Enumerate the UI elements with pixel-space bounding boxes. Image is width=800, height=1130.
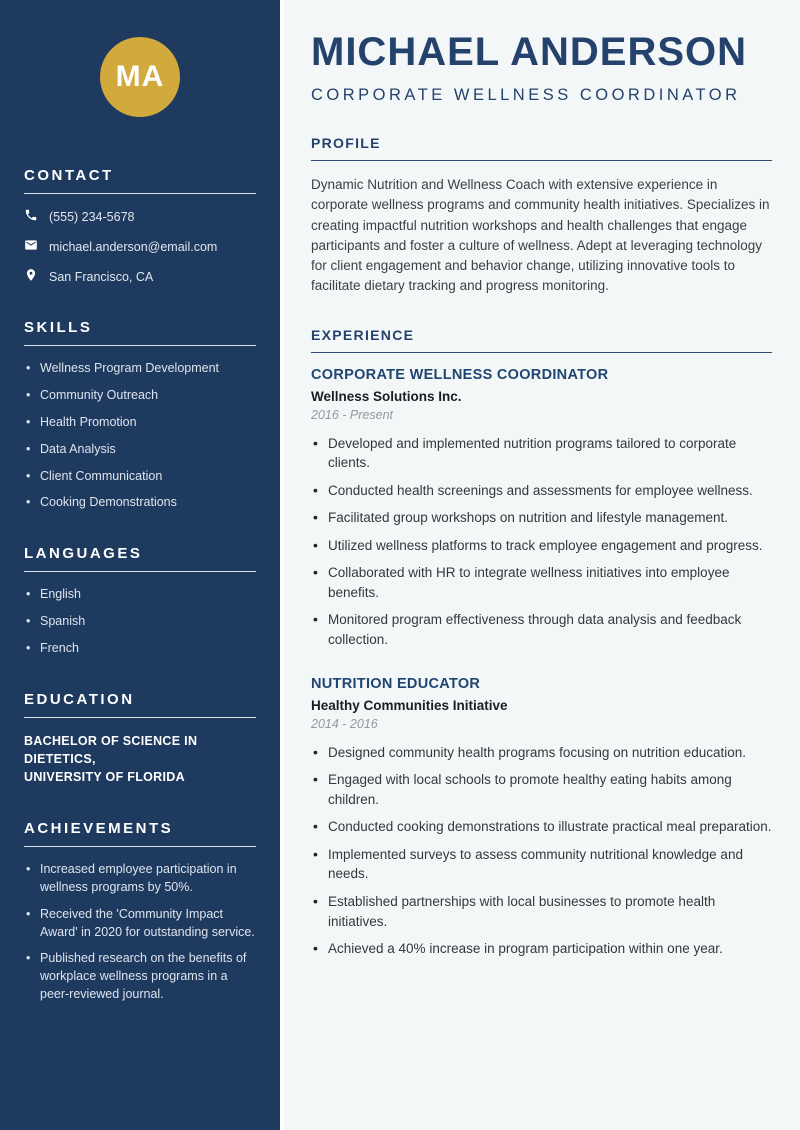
email-icon <box>24 238 38 255</box>
job-role: NUTRITION EDUCATOR <box>311 675 481 692</box>
experience-job <box>311 676 772 959</box>
achievement-item: • Received the 'Community Impact Award' in 2020 for outstanding service. <box>24 906 256 942</box>
profile-text: Dynamic Nutrition and Wellness Coach with extensive experience in corporate wellness programs and community health initiatives. Specializes in creating impactful nutrition workshops and health challenges that engage participants and foster a culture of wellness. Adept at leveraging technology for client engagement and behavior change, utilizing innovative tools to facilitate dietary tracking and progress monitoring. <box>311 177 770 294</box>
skills-heading: SKILLS <box>24 319 256 346</box>
person-name: MICHAEL ANDERSON <box>311 30 748 74</box>
job-bullet: • Monitored program effectiveness through data analysis and feedback collection. <box>311 610 772 649</box>
phone-icon <box>24 208 38 225</box>
achievement-item: • Increased employee participation in wellness programs by 50%. <box>24 861 256 897</box>
job-bullet: • Established partnerships with local businesses to promote health initiatives. <box>311 892 772 931</box>
achievement-item: • Published research on the benefits of workplace wellness programs in a peer-reviewed journal. <box>24 950 256 1003</box>
contact-phone <box>24 208 256 225</box>
education-heading: EDUCATION <box>24 691 256 718</box>
job-role: CORPORATE WELLNESS COORDINATOR <box>311 366 609 383</box>
contact-email <box>24 238 256 255</box>
job-bullet: • Implemented surveys to assess community nutritional knowledge and needs. <box>311 845 772 884</box>
language-item: • Spanish <box>24 613 256 630</box>
job-bullet: • Facilitated group workshops on nutrition and lifestyle management. <box>311 508 772 528</box>
languages-section <box>24 545 256 657</box>
job-bullet-list <box>311 743 772 959</box>
contact-phone-text: (555) 234-5678 <box>49 209 135 224</box>
contact-section <box>24 167 256 285</box>
sidebar <box>0 0 280 1130</box>
education-section <box>24 691 256 786</box>
language-item: • English <box>24 586 256 603</box>
achievements-list <box>24 861 256 1003</box>
contact-location-text: San Francisco, CA <box>49 269 154 284</box>
job-dates: 2014 - 2016 <box>311 716 378 731</box>
skill-item: • Client Communication <box>24 468 256 485</box>
contact-email-text: michael.anderson@email.com <box>49 239 218 254</box>
education-degree-line1: BACHELOR OF SCIENCE IN DIETETICS, <box>24 733 198 766</box>
profile-section <box>311 135 772 297</box>
skill-item: • Wellness Program Development <box>24 360 256 377</box>
experience-heading: EXPERIENCE <box>311 327 772 353</box>
achievements-section <box>24 820 256 1003</box>
avatar <box>100 37 180 117</box>
job-bullet: • Designed community health programs focusing on nutrition education. <box>311 743 772 763</box>
job-bullet: • Engaged with local schools to promote healthy eating habits among children. <box>311 770 772 809</box>
skills-section <box>24 319 256 511</box>
skills-list <box>24 360 256 511</box>
profile-heading: PROFILE <box>311 135 772 161</box>
job-company: Wellness Solutions Inc. <box>311 388 462 404</box>
contact-heading: CONTACT <box>24 167 256 194</box>
skill-item: • Data Analysis <box>24 441 256 458</box>
contact-location <box>24 268 256 285</box>
skill-item: • Health Promotion <box>24 414 256 431</box>
education-degree-line2: UNIVERSITY OF FLORIDA <box>24 770 185 785</box>
job-dates: 2016 - Present <box>311 407 393 422</box>
avatar-initials: MA <box>115 60 165 93</box>
job-bullet: • Conducted cooking demonstrations to illustrate practical meal preparation. <box>311 817 772 837</box>
job-bullet: • Developed and implemented nutrition programs tailored to corporate clients. <box>311 434 772 473</box>
skill-item: • Community Outreach <box>24 387 256 404</box>
job-bullet: • Collaborated with HR to integrate wellness initiatives into employee benefits. <box>311 563 772 602</box>
job-bullet: • Conducted health screenings and assessments for employee wellness. <box>311 481 772 501</box>
job-bullet-list <box>311 434 772 650</box>
skill-item: • Cooking Demonstrations <box>24 494 256 511</box>
language-item: • French <box>24 640 256 657</box>
job-company: Healthy Communities Initiative <box>311 697 508 713</box>
location-icon <box>24 268 38 285</box>
languages-list <box>24 586 256 657</box>
job-bullet: • Achieved a 40% increase in program participation within one year. <box>311 939 772 959</box>
experience-job <box>311 367 772 650</box>
achievements-heading: ACHIEVEMENTS <box>24 820 256 847</box>
main-content <box>280 0 800 1130</box>
languages-heading: LANGUAGES <box>24 545 256 572</box>
job-bullet: • Utilized wellness platforms to track employee engagement and progress. <box>311 536 772 556</box>
person-headline: CORPORATE WELLNESS COORDINATOR <box>311 86 741 104</box>
experience-section <box>311 327 772 959</box>
